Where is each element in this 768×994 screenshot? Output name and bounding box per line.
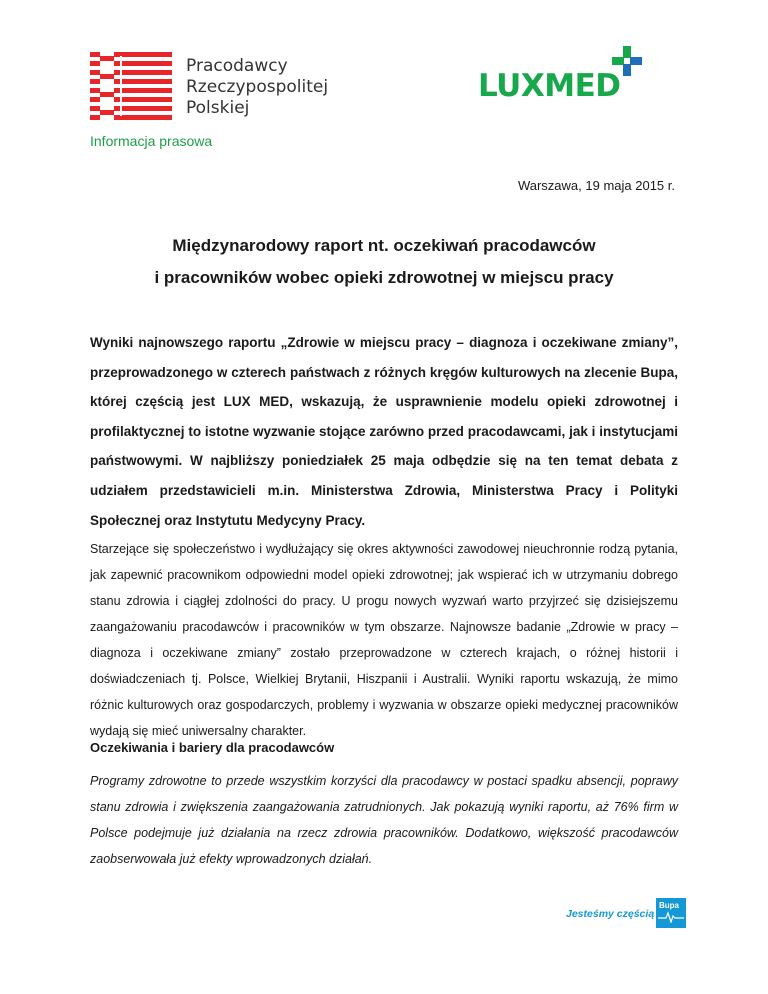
- italic-paragraph: Programy zdrowotne to przede wszystkim korzyści dla pracodawcy w postaci spadku absencji, poprawy stanu zdrowia i zwiększenia zaangażowania zatrudnionych. Jak pokazują wyniki raportu, aż 76% firm w Polsce podejmuje już działania na rzecz zdrowia pracowników. Dodatkowo, większość pracodawców zaobserwowała już efekty wprowadzonych działań.: [90, 774, 678, 866]
- bupa-logo: [656, 898, 686, 928]
- section-heading: Oczekiwania i bariery dla pracodawców: [90, 740, 335, 755]
- bupa-footer: [566, 898, 696, 930]
- title-line: Międzynarodowy raport nt. oczekiwań pracodawców: [172, 236, 596, 255]
- place-date: Warszawa, 19 maja 2015 r.: [517, 178, 675, 193]
- lead-paragraph: Wyniki najnowszego raportu „Zdrowie w miejscu pracy – diagnoza i oczekiwane zmiany”, przeprowadzonego w czterech państwach z różnych kręgów kulturowych na zlecenie Bupa, której częścią jest LUX MED, wskazują, że usprawnienie modelu opieki zdrowotnej i profilaktycznej to istotne wyzwanie stojące zarówno przed pracodawcami, jak i instytucjami państwowymi. W najbliższy poniedziałek 25 maja odbędzie się na ten temat debata z udziałem przedstawicieli m.in. Ministerstwa Zdrowia, Ministerstwa Pracy i Polityki Społecznej oraz Instytutu Medycyny Pracy.: [90, 335, 678, 528]
- body-paragraph: Starzejące się społeczeństwo i wydłużający się okres aktywności zawodowej nieuchronnie rodzą pytania, jak zapewnić pracownikom odpowiedni model opieki zdrowotnej; jak wspierać ich w utrzymaniu dobrego stanu zdrowia i ciągłej zdolności do pracy. U progu nowych wyzwań warto przyjrzeć się dzisiejszemu zaangażowaniu pracodawców i pracowników w tym obszarze. Najnowsze badanie „Zdrowie w pracy – diagnoza i oczekiwane zmiany” zostało przeprowadzone w czterech krajach, o różnej historii i doświadczeniach tj. Polsce, Wielkiej Brytanii, Hiszpanii i Australii. Wyniki raportu wskazują, że mimo różnic kulturowych oraz gospodarczych, problemy i wyzwania w obszarze opieki medycznej pracowników wydają się mieć uniwersalny charakter.: [90, 542, 678, 738]
- ppr-logo-line: Polskiej: [186, 98, 250, 118]
- heartbeat-icon: [658, 911, 684, 923]
- bupa-tagline: Jesteśmy częścią: [566, 908, 655, 920]
- press-release-label: Informacja prasowa: [90, 133, 213, 149]
- document-title: [90, 230, 678, 294]
- bupa-logo-text: Bupa: [659, 901, 679, 910]
- ppr-logo-line: Rzeczypospolitej: [186, 77, 329, 97]
- title-line: i pracowników wobec opieki zdrowotnej w miejscu pracy: [154, 268, 614, 287]
- ppr-logo-line: Pracodawcy: [186, 56, 288, 76]
- ppr-logo-text: [186, 56, 328, 119]
- luxmed-cross-icon: [612, 46, 642, 76]
- ppr-logo-mark: [90, 52, 172, 124]
- luxmed-logo-text: LUXMED: [478, 68, 621, 104]
